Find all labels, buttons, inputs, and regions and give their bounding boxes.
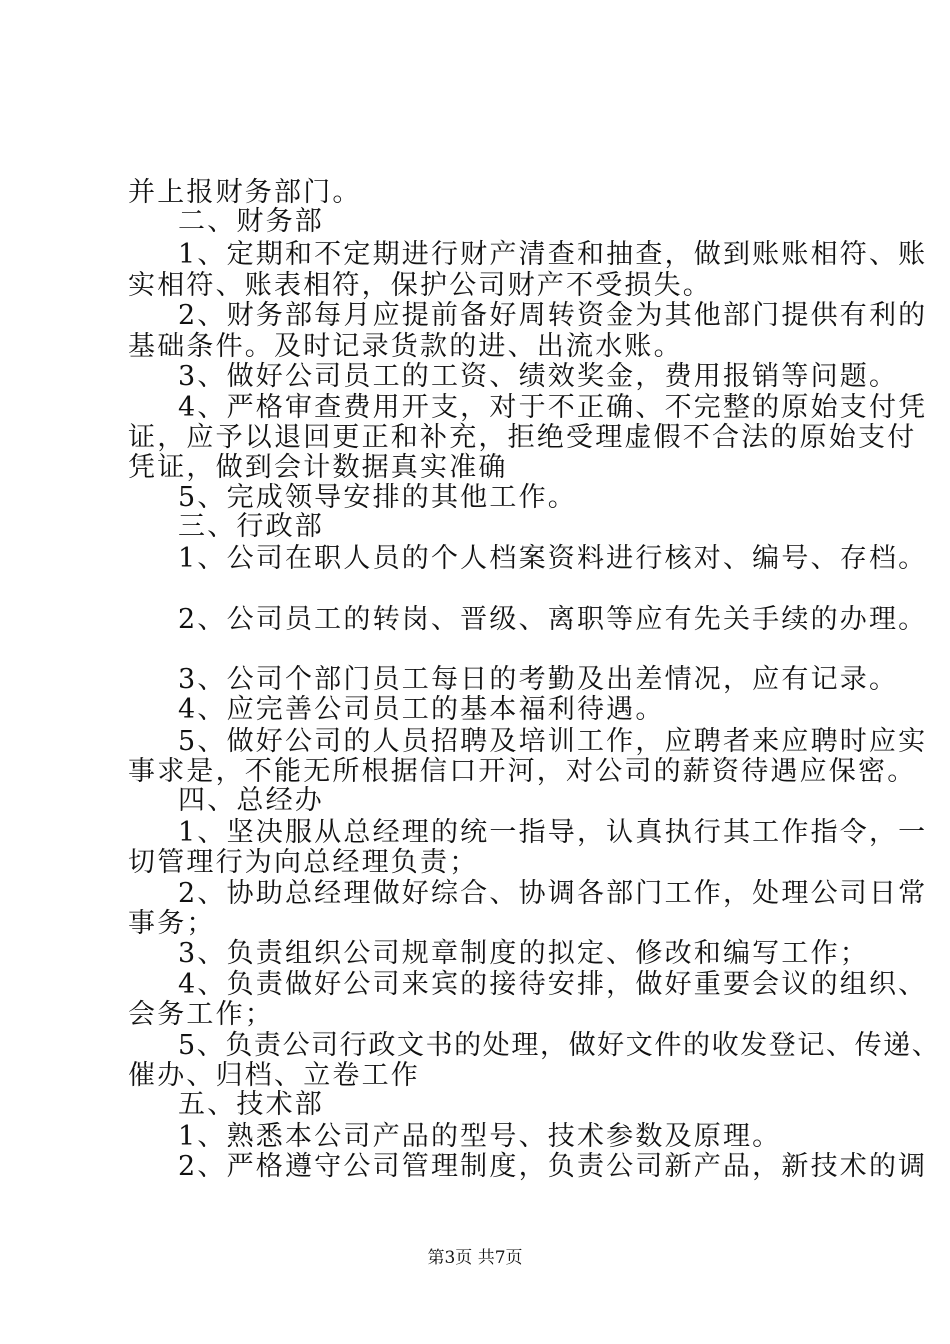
- text-line: 4、严格审查费用开支，对于不正确、不完整的原始支付凭: [178, 392, 928, 423]
- text-line: 3、负责组织公司规章制度的拟定、修改和编写工作；: [178, 938, 869, 969]
- text-line: 并上报财务部门。: [128, 177, 362, 208]
- text-line: 1、坚决服从总经理的统一指导，认真执行其工作指令，一: [178, 817, 928, 848]
- text-line: 2、严格遵守公司管理制度，负责公司新产品，新技术的调: [178, 1151, 928, 1182]
- text-line: 催办、归档、立卷工作: [128, 1060, 420, 1091]
- text-line: 切管理行为向总经理负责；: [128, 847, 479, 878]
- text-line: 事务；: [128, 908, 216, 939]
- text-line: 2、协助总经理做好综合、协调各部门工作，处理公司日常: [178, 878, 928, 909]
- text-line: 5、完成领导安排的其他工作。: [178, 482, 577, 513]
- text-line: 2、公司员工的转岗、晋级、离职等应有先关手续的办理。: [178, 604, 928, 635]
- text-line: 4、应完善公司员工的基本福利待遇。: [178, 694, 665, 725]
- page-footer: 第3页 共7页: [427, 1248, 523, 1268]
- section-heading: 五、技术部: [178, 1089, 324, 1120]
- text-line: 2、财务部每月应提前备好周转资金为其他部门提供有利的: [178, 300, 928, 331]
- text-line: 5、负责公司行政文书的处理，做好文件的收发登记、传递、: [178, 1030, 941, 1061]
- text-line: 1、定期和不定期进行财产清查和抽查，做到账账相符、账: [178, 239, 928, 270]
- text-line: 凭证，做到会计数据真实准确: [128, 452, 508, 483]
- text-line: 实相符、账表相符，保护公司财产不受损失。: [128, 270, 712, 301]
- section-heading: 四、总经办: [178, 785, 324, 816]
- text-line: 4、负责做好公司来宾的接待安排，做好重要会议的组织、: [178, 969, 928, 1000]
- text-line: 1、公司在职人员的个人档案资料进行核对、编号、存档。: [178, 543, 928, 574]
- text-line: 会务工作；: [128, 999, 274, 1030]
- text-line: 3、公司个部门员工每日的考勤及出差情况，应有记录。: [178, 664, 899, 695]
- text-line: 事求是，不能无所根据信口开河，对公司的薪资待遇应保密。: [128, 756, 917, 787]
- text-line: 3、做好公司员工的工资、绩效奖金，费用报销等问题。: [178, 361, 899, 392]
- text-line: 证，应予以退回更正和补充，拒绝受理虚假不合法的原始支付: [128, 422, 917, 453]
- text-line: 基础条件。及时记录货款的进、出流水账。: [128, 331, 683, 362]
- text-line: 5、做好公司的人员招聘及培训工作，应聘者来应聘时应实: [178, 726, 928, 757]
- section-heading: 二、财务部: [178, 206, 324, 237]
- text-line: 1、熟悉本公司产品的型号、技术参数及原理。: [178, 1121, 782, 1152]
- section-heading: 三、行政部: [178, 511, 324, 542]
